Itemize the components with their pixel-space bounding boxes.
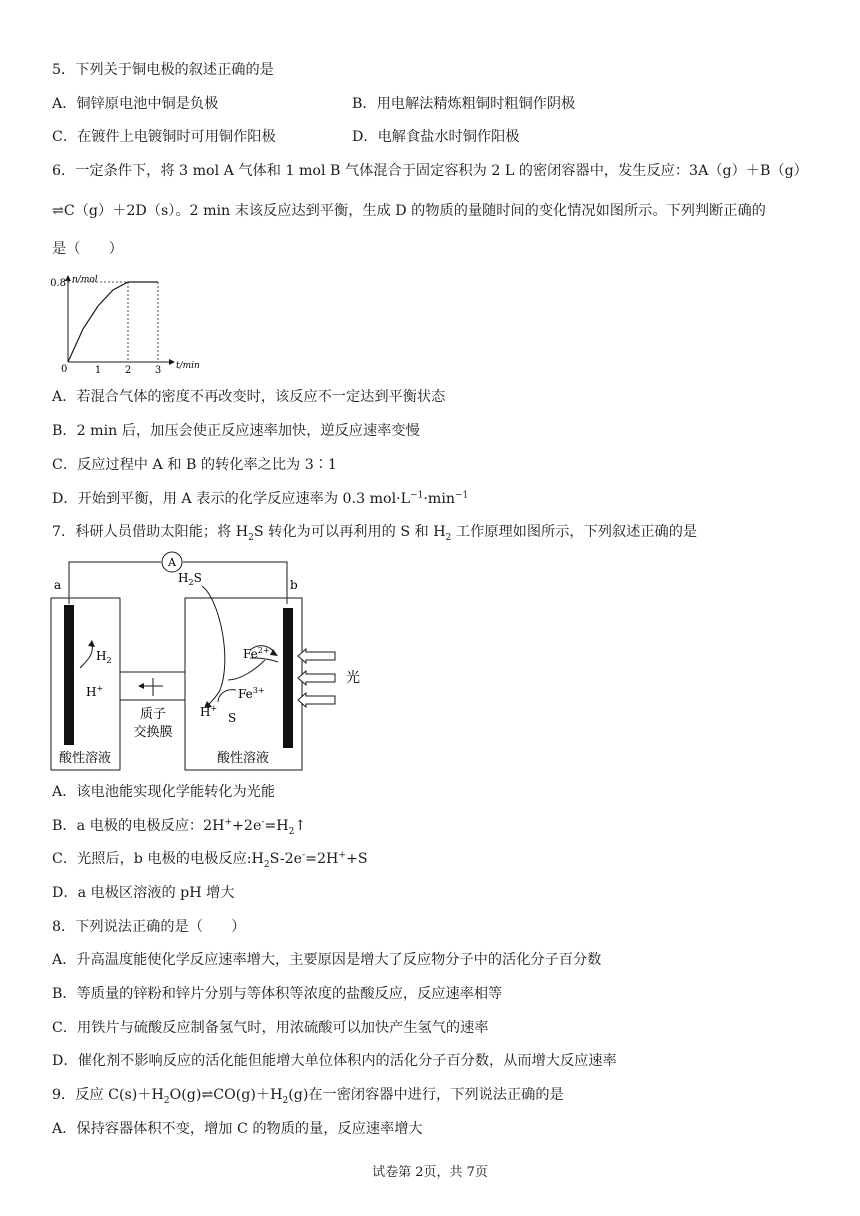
q8-option-d: D．催化剂不影响反应的活化能但能增大单位体积内的活化分子百分数，从而增大反应速率	[52, 1053, 617, 1069]
q8-option-b: B．等质量的锌粉和锌片分别与等体积等浓度的盐酸反应，反应速率相等	[52, 986, 503, 1002]
y-tick-label: 0.8	[50, 278, 66, 289]
fe3-label: $Fe^{3+}$	[238, 686, 265, 701]
light-label: 光	[346, 670, 360, 686]
fe2-label: $Fe^{2+}$	[243, 646, 270, 661]
q9-option-a: A．保持容器体积不变，增加 C 的物质的量，反应速率增大	[52, 1121, 423, 1137]
x-tick-label: 2	[124, 365, 132, 376]
q5-option-a: A．铜锌原电池中铜是负极	[52, 96, 219, 112]
q7-cell-diagram	[50, 550, 380, 770]
y-axis-label: n/mol	[72, 275, 98, 285]
right-solution-label: 酸性溶液	[216, 751, 270, 766]
q6-chart	[52, 268, 232, 378]
q7-option-a: A．该电池能实现化学能转化为光能	[52, 784, 276, 800]
page-footer: 试卷第 2页，共 7页	[372, 1165, 488, 1180]
left-hplus-label: H+	[86, 684, 104, 699]
q7-option-c: C．光照后，b 电极的电极反应$:H_2S-2e^-=2H^++S$	[52, 850, 368, 870]
membrane-label-2: 交换膜	[133, 725, 173, 740]
x-tick-label: 1	[94, 365, 102, 376]
origin-label: 0	[61, 364, 68, 375]
q5-option-c: C．在镀件上电镀铜时可用铜作阳极	[52, 129, 276, 145]
q5-option-b: B．用电解法精炼粗铜时粗铜作阴极	[352, 96, 576, 112]
electrode-a	[64, 605, 74, 745]
q8-option-a: A．升高温度能使化学反应速率增大，主要原因是增大了反应物分子中的活化分子百分数	[52, 952, 602, 968]
q6-stem-line3: 是（ ）	[52, 241, 123, 257]
q6-option-c: C．反应过程中 A 和 B 的转化率之比为 3∶1	[52, 457, 337, 473]
left-solution-label: 酸性溶液	[58, 751, 112, 766]
q7-option-b: B．a 电极的电极反应：$2H^++2e^-=H_2↑$	[52, 817, 307, 837]
q6-option-a: A．若混合气体的密度不再改变时，该反应不一定达到平衡状态	[52, 389, 446, 405]
membrane-label-1: 质子	[139, 707, 167, 722]
electrode-b-label: b	[290, 578, 298, 592]
x-tick-label: 3	[154, 365, 162, 376]
svg-text:A: A	[168, 556, 176, 569]
electrode-a-label: a	[54, 578, 62, 592]
q6-option-d: D．开始到平衡，用 A 表示的化学反应速率为 0.3 $mol\cdot L^{-1}\cdot\min^{-1}$	[52, 490, 469, 507]
h2s-label: $H_2S$	[178, 571, 202, 587]
q8-stem: 8．下列说法正确的是（ ）	[52, 919, 246, 935]
q6-option-b: B．2 min 后，加压会使正反应速率加快，逆反应速率变慢	[52, 423, 420, 439]
left-cell	[51, 598, 120, 770]
light-arrows	[298, 649, 335, 707]
left-h2-label: $H_2$	[96, 649, 112, 665]
x-axis-label: t/min	[176, 361, 200, 371]
q7-stem: 7．科研人员借助太阳能；将 $H_2S$ 转化为可以再利用的 S 和 $H_2$ 工作原理如图所示，下列叙述正确的是	[52, 524, 698, 543]
q5-option-d: D．电解食盐水时铜作阳极	[352, 129, 520, 145]
q7-option-d: D．a 电极区溶液的 pH 增大	[52, 885, 235, 901]
d-amount-curve	[68, 282, 158, 362]
right-hplus-label: H+	[200, 704, 218, 719]
electrode-b	[283, 608, 293, 748]
q6-stem-line2: ⇌C（g）＋2D（s）。2 min 末该反应达到平衡，生成 D 的物质的量随时间的变化情况如图所示。下列判断正确的	[52, 203, 766, 219]
q6-stem-line1: 6．一定条件下，将 3 mol A 气体和 1 mol B 气体混合于固定容积为 2 L 的密闭容器中，发生反应：3A（g）＋B（g）	[52, 163, 808, 179]
q9-stem: 9．反应 $C(s)+H_2O(g)\rightleftharpoons CO(g)+H_2(g)$在一密闭容器中进行，下列说法正确的是	[52, 1087, 564, 1106]
sulfur-label: S	[228, 711, 237, 725]
q5-stem: 5．下列关于铜电极的叙述正确的是	[52, 62, 274, 78]
q8-option-c: C．用铁片与硫酸反应制备氢气时，用浓硫酸可以加快产生氢气的速率	[52, 1020, 489, 1036]
